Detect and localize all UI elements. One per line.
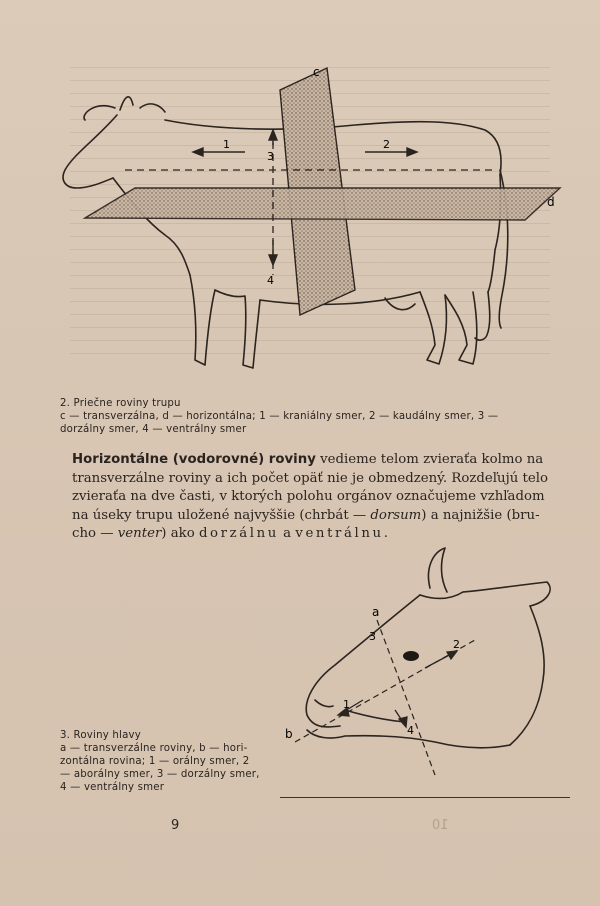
- label-1: 1: [223, 138, 230, 151]
- spaced-term-ventral: ventrálnu: [295, 526, 384, 541]
- text-run: cho —: [72, 526, 118, 541]
- caption-line: — aborálny smer, 3 — dorzálny smer,: [60, 769, 260, 780]
- text-run: ) a najnižšie (bru-: [421, 507, 540, 523]
- caption-line: 4 — ventrálny smer: [60, 782, 165, 793]
- term-dorsum: dorsum: [370, 507, 422, 523]
- figure-head-planes: [285, 540, 575, 780]
- text-run: .: [383, 526, 388, 541]
- page-number: 9: [171, 818, 180, 833]
- label-a: a: [372, 605, 380, 619]
- label-1: 1: [343, 698, 350, 711]
- label-2: 2: [383, 138, 390, 151]
- label-3: 3: [267, 150, 274, 163]
- head-arrows: [338, 651, 457, 727]
- body-paragraph: [72, 451, 570, 544]
- text-run: a: [278, 526, 296, 541]
- caption-line: 2. Priečne roviny trupu: [60, 398, 181, 409]
- text-run: na úseky trupu uložené najvyššie (chrbát —: [72, 507, 371, 523]
- caption-line: zontálna rovina; 1 — orálny smer, 2: [60, 756, 250, 767]
- label-3: 3: [369, 630, 376, 643]
- eye: [403, 651, 419, 661]
- text-line: transverzálne roviny a ich počet opäť nie je obmedzený. Rozdeľujú telo: [72, 470, 548, 486]
- label-4: 4: [407, 724, 414, 737]
- label-d: d: [547, 195, 555, 209]
- horizontal-plane-d: [85, 188, 560, 220]
- text-run: ) ako: [161, 526, 199, 541]
- caption-line: dorzálny smer, 4 — ventrálny smer: [60, 424, 247, 435]
- figure-cow-trunk-planes: [55, 60, 575, 395]
- figure1-caption: [60, 397, 570, 436]
- bleed-through-page-number: 10: [432, 818, 449, 833]
- footer-rule: [280, 797, 570, 798]
- label-2: 2: [453, 638, 460, 651]
- label-c: c: [313, 65, 320, 79]
- figure2-caption: [60, 729, 290, 794]
- spaced-term-dorsal: dorzálnu: [198, 526, 279, 541]
- term-venter: venter: [117, 526, 162, 541]
- label-b: b: [285, 727, 293, 741]
- paragraph-title: Horizontálne (vodorovné) roviny: [72, 452, 316, 467]
- caption-line: c — transverzálna, d — horizontálna; 1 — kraniálny smer, 2 — kaudálny smer, 3 —: [60, 411, 499, 422]
- label-4: 4: [267, 274, 274, 287]
- head-outline: [306, 548, 550, 748]
- head-axes: [295, 620, 475, 775]
- text-run: vedieme telom zvieraťa kolmo na: [315, 452, 544, 467]
- caption-line: 3. Roviny hlavy: [60, 730, 141, 741]
- caption-line: a — transverzálne roviny, b — hori-: [60, 743, 248, 754]
- text-line: zvieraťa na dve časti, v ktorých polohu orgánov označujeme vzhľadom: [72, 489, 545, 504]
